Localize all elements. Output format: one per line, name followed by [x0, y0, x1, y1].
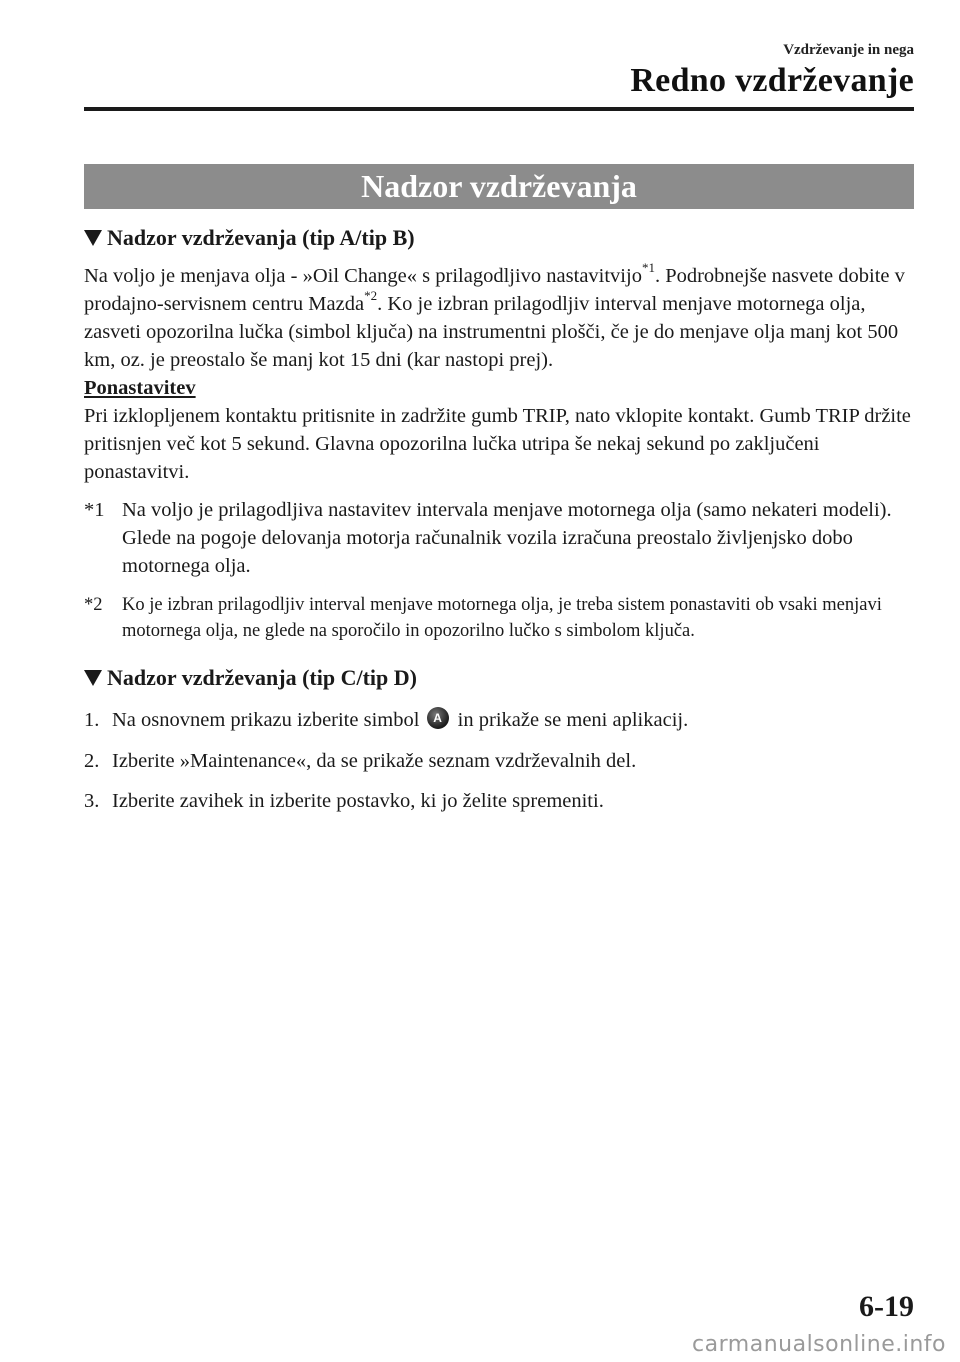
step-text: Izberite zavihek in izberite postavko, ki jo želite spremeniti. — [112, 790, 604, 812]
applications-icon[interactable]: A — [427, 707, 449, 729]
para-text-1: Na voljo je menjava olja - »Oil Change« s prilagodljivo nastavitvijo — [84, 265, 642, 287]
footnote-2 — [84, 592, 914, 644]
step-text-before: Na osnovnem prikazu izberite simbol — [112, 709, 420, 731]
footnote-number: *2 — [84, 595, 103, 615]
step-text-after: in prikaže se meni aplikacij. — [457, 709, 689, 731]
page-number: 6-19 — [859, 1290, 914, 1323]
footnote-ref-2[interactable]: *2 — [364, 288, 378, 304]
step-2 — [84, 747, 914, 775]
footnote-text: Ko je izbran prilagodljiv interval menjave motornega olja, je treba sistem ponastaviti ob vsaki menjavi motornega olja, ne glede na sporočilo in opozorilno lučko s simbolom ključa. — [122, 595, 882, 641]
para-text-3: . Ko je izbran prilagodljiv interval menjave motornega olja, zasveti opozorilna lučka (simbol ključa) na instrumentni plošči, če je do menjave olja manj kot 500 km, oz. je preostalo še manj kot 15 dni (kar nastopi prej). — [84, 293, 899, 371]
watermark: carmanualsonline.info — [692, 1332, 946, 1357]
reset-paragraph: Pri izklopljenem kontaktu pritisnite in zadržite gumb TRIP, nato vklopite kontakt. Gumb TRIP držite pritisnjen več kot 5 sekund. Glavna opozorilna lučka utripa še nekaj sekund po zaključeni ponastavitvi. — [84, 405, 911, 483]
subheading-cd-text: Nadzor vzdrževanja (tip C/tip D) — [107, 665, 417, 690]
triangle-down-icon — [84, 670, 102, 686]
step-1 — [84, 706, 914, 735]
step-text — [112, 706, 688, 735]
step-number: 1. — [84, 709, 100, 731]
step-text: Izberite »Maintenance«, da se prikaže seznam vzdrževalnih del. — [112, 750, 637, 772]
footnote-text: Na voljo je prilagodljiva nastavitev intervala menjave motornega olja (samo nekateri modeli). Glede na pogoje delovanja motorja računalnik vozila izračuna preostalo življenjsko dobo motornega olja. — [122, 499, 892, 577]
step-number: 3. — [84, 790, 100, 812]
chapter-title: Vzdrževanje in nega — [783, 42, 914, 58]
banner-title: Nadzor vzdrževanja — [361, 168, 637, 204]
oil-change-paragraph — [84, 262, 914, 374]
step-number: 2. — [84, 750, 100, 772]
footnote-ref-1[interactable]: *1 — [641, 260, 655, 276]
subheading-ab — [84, 224, 914, 252]
step-3 — [84, 787, 914, 815]
reset-label: Ponastavitev — [84, 377, 196, 399]
topic-banner — [84, 164, 914, 209]
triangle-down-icon — [84, 230, 102, 246]
header-rule — [84, 107, 914, 111]
page-content — [84, 224, 914, 827]
para-text-2: . Podrobnejše nasvete dobite v prodajno-servisnem centru Mazda — [84, 265, 905, 315]
footnote-number: *1 — [84, 499, 105, 521]
subheading-cd — [84, 664, 914, 692]
footnote-1 — [84, 496, 914, 580]
section-title: Redno vzdrževanje — [630, 62, 914, 99]
subheading-ab-text: Nadzor vzdrževanja (tip A/tip B) — [107, 225, 415, 250]
